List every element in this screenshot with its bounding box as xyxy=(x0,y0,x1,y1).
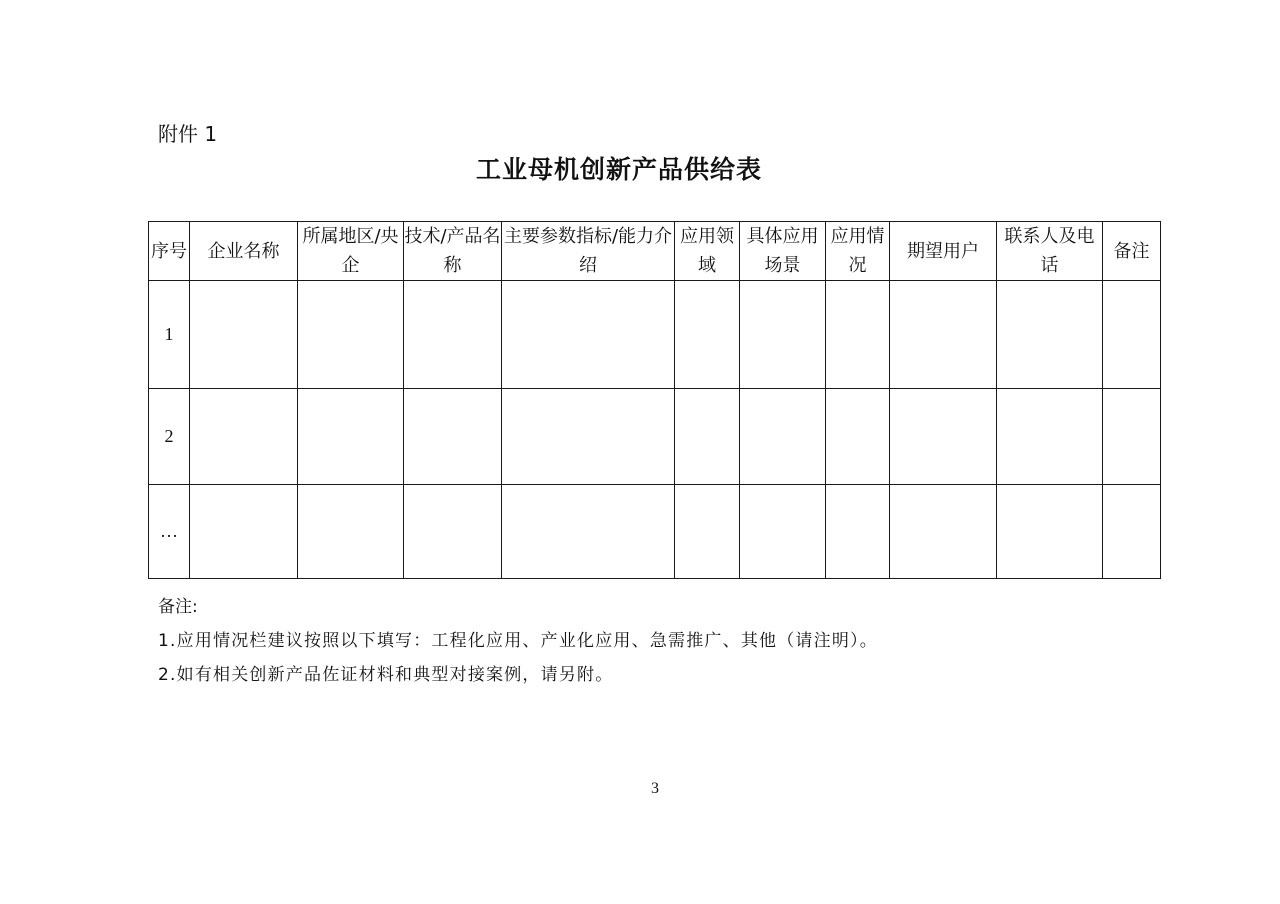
table-cell xyxy=(826,389,890,485)
document-title: 工业母机创新产品供给表 xyxy=(475,155,762,184)
table-cell xyxy=(298,485,404,579)
header-product-name: 技术/产品名称 xyxy=(404,222,502,281)
table-cell xyxy=(997,389,1103,485)
table-cell xyxy=(890,485,997,579)
notes-heading: 备注: xyxy=(158,597,198,617)
page-number: 3 xyxy=(651,780,659,797)
table-cell xyxy=(404,281,502,389)
header-region: 所属地区/央企 xyxy=(298,222,404,281)
table-cell xyxy=(826,485,890,579)
notes-section xyxy=(158,590,878,692)
row-number: … xyxy=(149,485,190,579)
table-cell xyxy=(675,389,740,485)
header-main-parameters: 主要参数指标/能力介绍 xyxy=(502,222,675,281)
header-serial-number: 序号 xyxy=(149,222,190,281)
table-cell xyxy=(404,389,502,485)
row-number: 2 xyxy=(149,389,190,485)
table-cell xyxy=(740,389,826,485)
table-header-row xyxy=(149,222,1161,281)
table-cell xyxy=(1103,389,1161,485)
table-row xyxy=(149,281,1161,389)
table-cell xyxy=(890,389,997,485)
header-application-status: 应用情况 xyxy=(826,222,890,281)
table-cell xyxy=(740,485,826,579)
header-remarks: 备注 xyxy=(1103,222,1161,281)
header-company-name: 企业名称 xyxy=(190,222,298,281)
attachment-label: 附件 1 xyxy=(158,122,218,146)
table-row xyxy=(149,389,1161,485)
header-expected-users: 期望用户 xyxy=(890,222,997,281)
table-cell xyxy=(190,389,298,485)
table-cell xyxy=(1103,281,1161,389)
table-cell xyxy=(890,281,997,389)
table-cell xyxy=(502,389,675,485)
table-cell xyxy=(826,281,890,389)
table-cell xyxy=(502,485,675,579)
table-cell xyxy=(1103,485,1161,579)
table-row xyxy=(149,485,1161,579)
note-item: 2.如有相关创新产品佐证材料和典型对接案例，请另附。 xyxy=(158,665,614,685)
table-cell xyxy=(404,485,502,579)
table-cell xyxy=(675,281,740,389)
table-cell xyxy=(675,485,740,579)
table-cell xyxy=(298,389,404,485)
row-number: 1 xyxy=(149,281,190,389)
table-cell xyxy=(997,485,1103,579)
header-application-scenario: 具体应用场景 xyxy=(740,222,826,281)
table-cell xyxy=(190,485,298,579)
table-cell xyxy=(502,281,675,389)
header-application-field: 应用领域 xyxy=(675,222,740,281)
note-item: 1.应用情况栏建议按照以下填写：工程化应用、产业化应用、急需推广、其他（请注明）。 xyxy=(158,631,878,651)
header-contact: 联系人及电话 xyxy=(997,222,1103,281)
table-cell xyxy=(997,281,1103,389)
table-cell xyxy=(190,281,298,389)
table-cell xyxy=(740,281,826,389)
table-cell xyxy=(298,281,404,389)
supply-table xyxy=(148,221,1161,579)
